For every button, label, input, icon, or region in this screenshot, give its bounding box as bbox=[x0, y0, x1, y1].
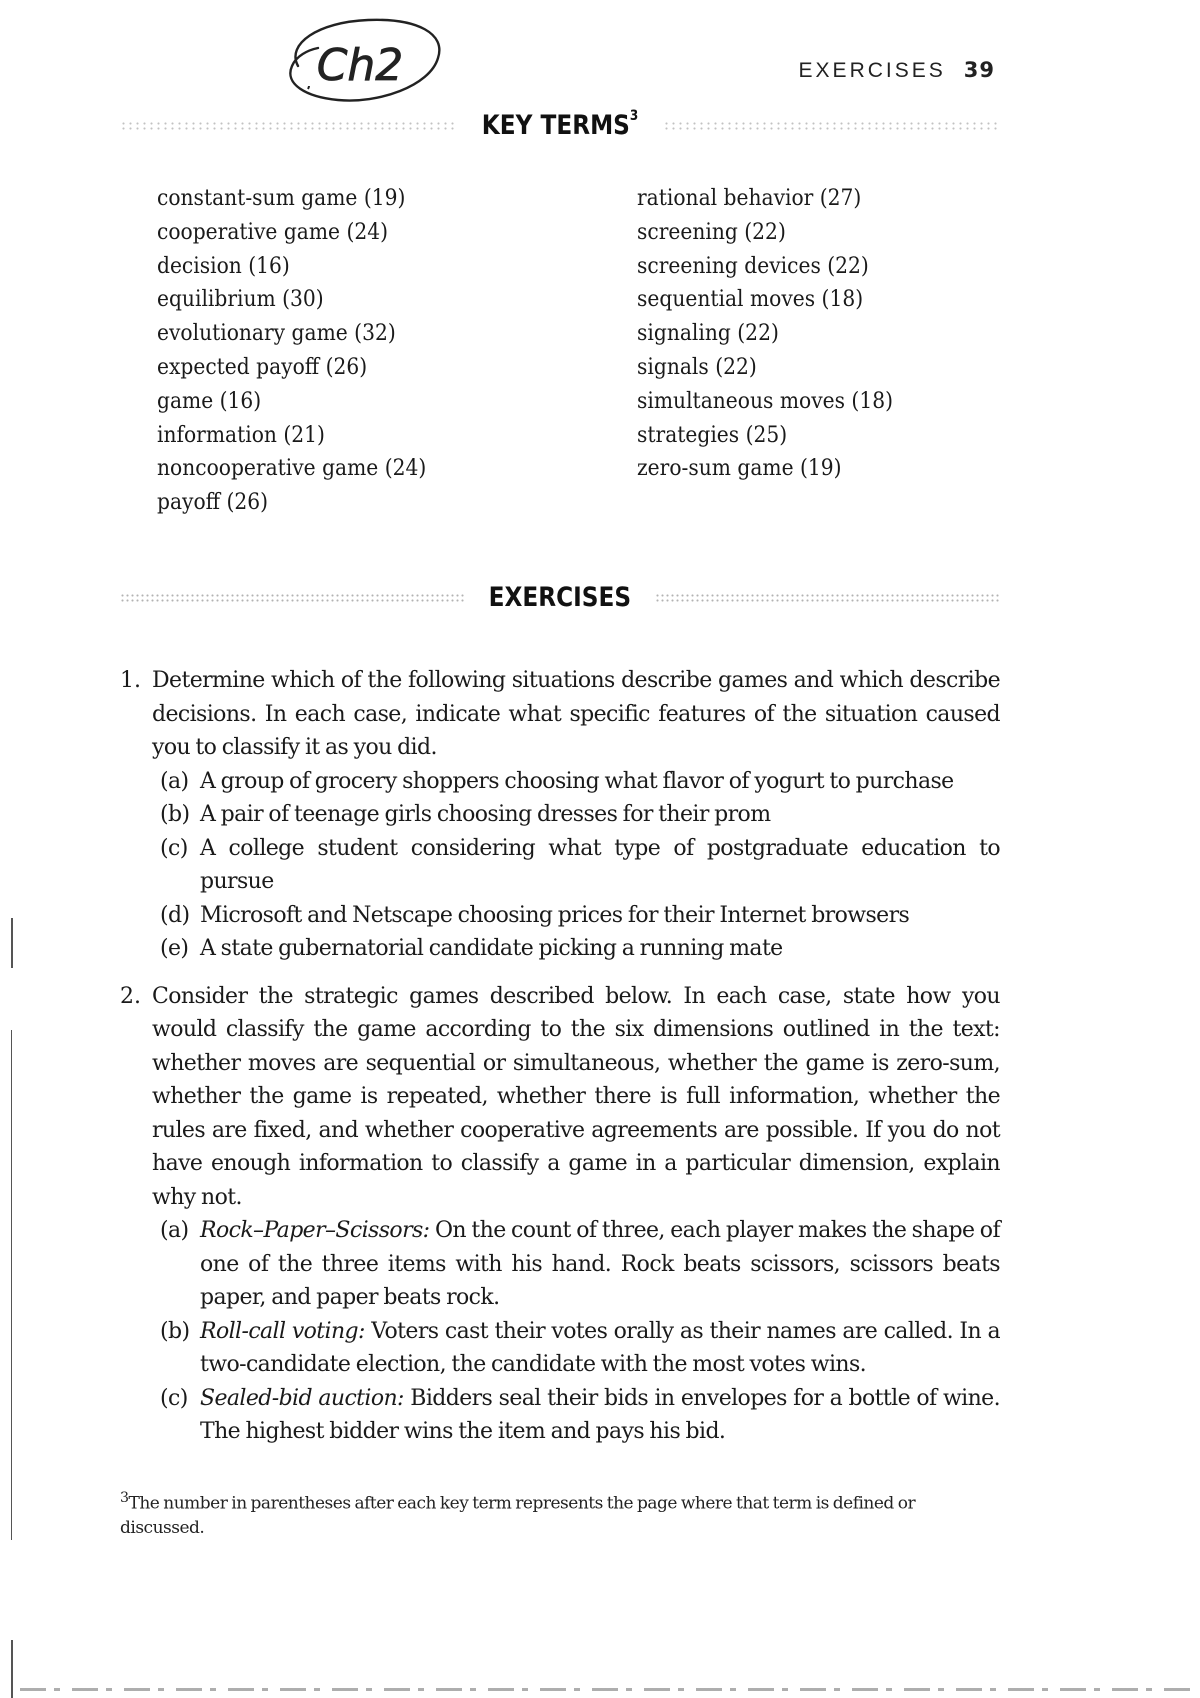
key-term: constant-sum game (19) bbox=[157, 186, 406, 211]
dotted-rule-left bbox=[120, 593, 465, 603]
footnote-number: 3 bbox=[120, 1490, 129, 1506]
exercise-part bbox=[160, 765, 1000, 799]
exercise-part bbox=[160, 932, 1000, 966]
exercise-text: Consider the strategic games described below. In each case, state how you would classify the game according to the six dimensions outlined in the text: whether moves are sequential or simultaneous, whether the game is zero-sum, whether the game is repeated, whether there is full information, whether the rules are fixed, and whether cooperative agreements are possible. If you do not have enough information to classify a game in a particular dimension, explain why not. bbox=[152, 983, 1000, 1210]
part-text: On the count of three, each player makes the shape of one of the three items with his hand. Rock beats scissors, scissors beats paper, and paper beats rock. bbox=[200, 1218, 1000, 1310]
key-term: payoff (26) bbox=[157, 490, 269, 516]
part-label: (a) bbox=[160, 1218, 189, 1243]
scan-margin-mark bbox=[11, 918, 13, 968]
exercise-part bbox=[160, 1315, 1000, 1382]
part-text: A pair of teenage girls choosing dresses for their prom bbox=[200, 802, 771, 827]
exercise-part bbox=[160, 899, 1000, 933]
key-term: strategies (25) bbox=[637, 422, 788, 448]
key-term: screening devices (22) bbox=[637, 253, 869, 279]
key-term: simultaneous moves (18) bbox=[637, 388, 893, 414]
part-text: Voters cast their votes orally as their names are called. In a two-candidate election, the candidate with the most votes wins. bbox=[200, 1318, 1000, 1377]
key-term: zero-sum game (19) bbox=[637, 456, 842, 482]
part-label: (b) bbox=[160, 802, 190, 827]
key-term: signals (22) bbox=[637, 354, 757, 380]
part-label: (d) bbox=[160, 902, 190, 928]
footnote bbox=[120, 1486, 1000, 1540]
key-term: noncooperative game (24) bbox=[157, 456, 427, 482]
exercises-heading: EXERCISES bbox=[488, 582, 632, 613]
exercise-part bbox=[160, 798, 1000, 832]
exercises-heading-row bbox=[120, 582, 1000, 613]
part-text: A college student considering what type of postgraduate education to pursue bbox=[200, 835, 1000, 894]
scan-bottom-edge bbox=[20, 1688, 1190, 1691]
page-number: 39 bbox=[963, 58, 995, 82]
dotted-rule-left bbox=[120, 121, 457, 131]
exercise-part bbox=[160, 1214, 1000, 1315]
key-terms-left-column bbox=[157, 182, 637, 520]
key-terms-list bbox=[157, 182, 997, 520]
part-term: Rock–Paper–Scissors: bbox=[200, 1218, 430, 1243]
exercise-item bbox=[120, 664, 1000, 966]
dotted-rule-right bbox=[655, 593, 1000, 603]
part-label: (b) bbox=[160, 1318, 190, 1344]
key-term: game (16) bbox=[157, 388, 262, 414]
key-term: cooperative game (24) bbox=[157, 219, 389, 245]
key-term: expected payoff (26) bbox=[157, 354, 368, 380]
exercise-part bbox=[160, 832, 1000, 899]
part-label: (c) bbox=[160, 1385, 188, 1411]
key-terms-heading: KEY TERMS$^3$ bbox=[481, 108, 639, 141]
scan-margin-mark bbox=[11, 1640, 13, 1698]
part-text: Microsoft and Netscape choosing prices for their Internet browsers bbox=[200, 902, 910, 928]
part-label: (c) bbox=[160, 835, 188, 861]
exercise-text: Determine which of the following situations describe games and which describe decisions. In each case, indicate what specific features of the situation caused you to classify it as you did. bbox=[152, 668, 1000, 760]
running-head bbox=[799, 58, 995, 83]
running-head-section: EXERCISES bbox=[798, 59, 946, 82]
exercise-part bbox=[160, 1382, 1000, 1449]
footnote-text: The number in parentheses after each key term represents the page where that term is defined or discussed. bbox=[120, 1493, 916, 1538]
part-text: A state gubernatorial candidate picking a running mate bbox=[200, 936, 783, 961]
part-text: A group of grocery shoppers choosing what flavor of yogurt to purchase bbox=[200, 768, 954, 794]
part-label: (e) bbox=[160, 936, 189, 961]
dotted-rule-right bbox=[663, 121, 1000, 131]
key-terms-right-column bbox=[637, 182, 915, 520]
part-label: (a) bbox=[160, 768, 189, 794]
handwritten-chapter-mark bbox=[278, 14, 448, 110]
exercise-list bbox=[120, 664, 1000, 1463]
exercise-number: 2. bbox=[120, 983, 141, 1009]
key-term: equilibrium (30) bbox=[157, 287, 324, 313]
exercise-item bbox=[120, 980, 1000, 1449]
part-text: Bidders seal their bids in envelopes for a bottle of wine. The highest bidder wins the item and pays his bid. bbox=[200, 1385, 1000, 1444]
part-term: Sealed-bid auction: bbox=[200, 1385, 404, 1411]
scan-margin-mark bbox=[11, 1030, 12, 1540]
key-term: screening (22) bbox=[637, 219, 786, 245]
handwritten-mark-text: Ch2 bbox=[316, 40, 404, 91]
key-terms-heading-row bbox=[120, 110, 1000, 141]
key-term: information (21) bbox=[157, 422, 325, 448]
footnote-marker: 3 bbox=[629, 108, 639, 124]
key-term: signaling (22) bbox=[637, 321, 779, 347]
key-term: rational behavior (27) bbox=[637, 186, 862, 211]
key-term: decision (16) bbox=[157, 253, 290, 279]
key-term: sequential moves (18) bbox=[637, 287, 864, 313]
exercise-number: 1. bbox=[120, 668, 141, 693]
part-term: Roll-call voting: bbox=[200, 1318, 365, 1344]
key-term: evolutionary game (32) bbox=[157, 321, 396, 347]
